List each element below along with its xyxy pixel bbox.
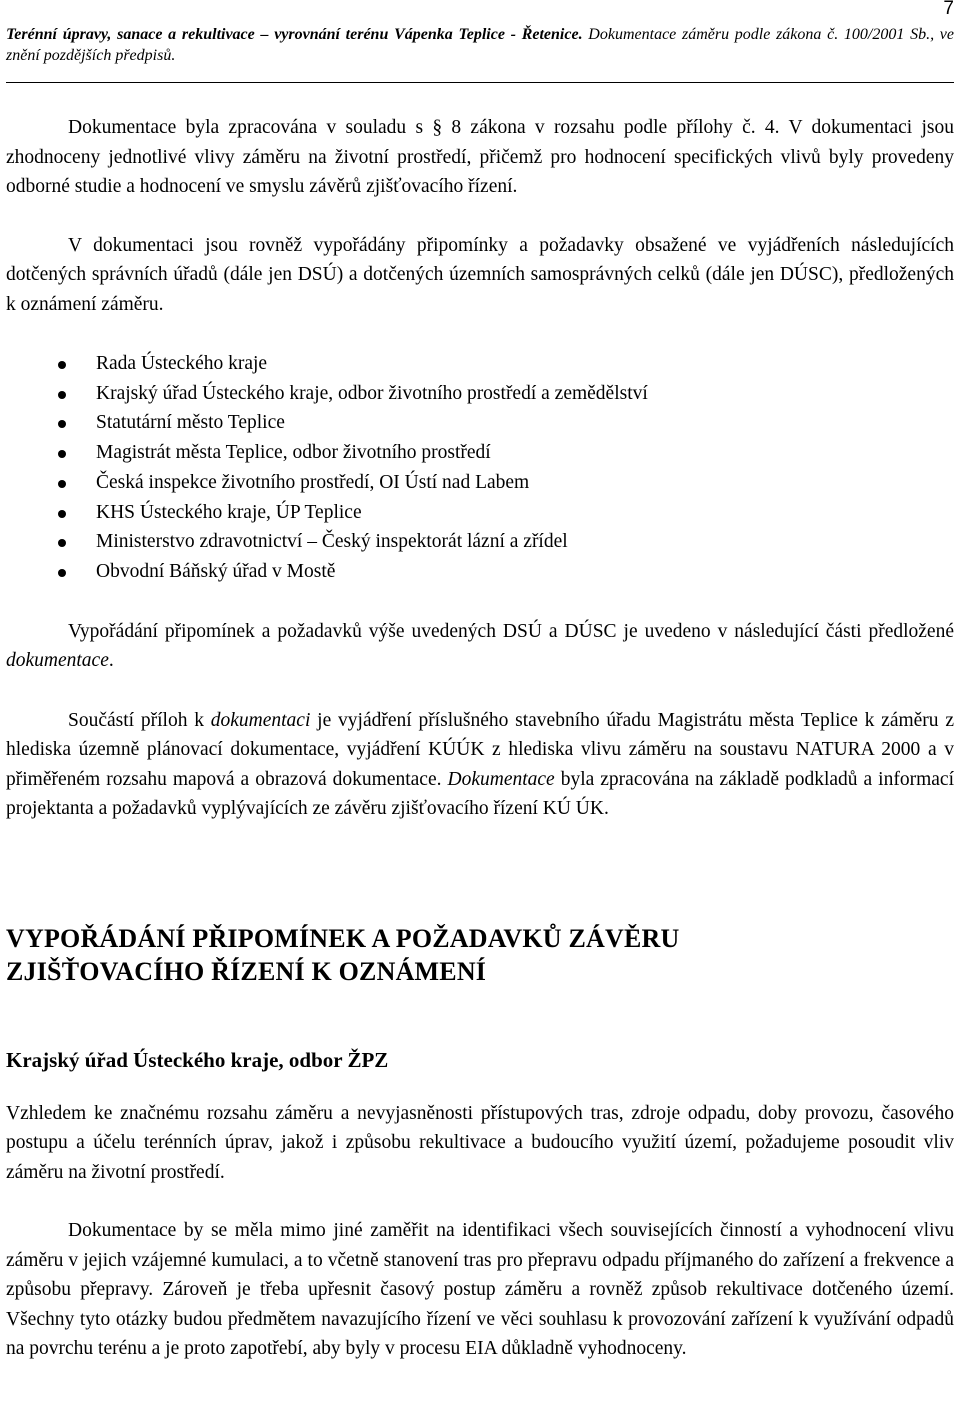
list-item [6, 527, 954, 557]
bullet-icon [58, 391, 66, 399]
bullet-icon [58, 510, 66, 518]
paragraph-attachments [6, 706, 954, 824]
paragraph-intro: Dokumentace byla zpracována v souladu s § 8 zákona v rozsahu podle přílohy č. 4. V dokumentaci jsou zhodnoceny jednotlivé vlivy záměru na životní prostředí, přičemž pro hodnocení specifických vlivů byly provedeny odborné studie a hodnocení ve smyslu závěrů zjišťovacího řízení. [6, 117, 954, 197]
section-title-line: ZJIŠŤOVACÍHO ŘÍZENÍ K OZNÁMENÍ [6, 956, 487, 986]
list-item [6, 498, 954, 528]
bullet-icon [58, 420, 66, 428]
header-title: Terénní úpravy, sanace a rekultivace – vyrovnání terénu Vápenka Teplice - Řetenice. [6, 26, 583, 43]
paragraph-documentation-focus: Dokumentace by se měla mimo jiné zaměřit na identifikaci všech souvisejících činností a vyhodnocení vlivu záměru v jejich vzájemné kumulaci, a to včetně stanovení tras pro přepravu odpadu příjmaného do zařízení a frekvence a způsobu přepravy. Zároveň je třeba upřesnit časový postup záměru a rovněž způsob rekultivace dotčeného území. Všechny tyto otázky budou předmětem navazujícího řízení ve věci souhlasu k provozování zařízení k využívání odpadů na povrchu terénu a je proto zapotřebí, aby byly v procesu EIA důkladně vyhodnoceny. [6, 1220, 954, 1360]
list-item-label: Ministerstvo zdravotnictví – Český inspektorát lázní a zřídel [96, 531, 568, 553]
text-run-italic: dokumentaci [210, 709, 311, 731]
dsu-list [6, 349, 954, 587]
text-run: . [108, 650, 114, 672]
list-item-label: Krajský úřad Ústeckého kraje, odbor životního prostředí a zemědělství [96, 382, 648, 404]
bullet-icon [58, 569, 66, 577]
list-item-label: KHS Ústeckého kraje, ÚP Teplice [96, 501, 362, 523]
list-item [6, 468, 954, 498]
document-page [6, 0, 954, 1428]
text-run: Součástí příloh k [68, 709, 211, 731]
text-run: Vypořádání připomínek a požadavků výše uvedených DSÚ a DÚSC je uvedeno v následující části předložené [68, 620, 954, 642]
paragraph-request: Vzhledem ke značnému rozsahu záměru a nevyjasněnosti přístupových tras, zdroje odpadu, doby provozu, časového postupu a účelu terénních úprav, jakož i způsobu rekultivace a budoucího využití území, požadujeme posoudit vliv záměru na životní prostředí. [6, 1102, 954, 1183]
list-item [6, 557, 954, 587]
list-item-label: Statutární město Teplice [96, 412, 285, 434]
list-item-label: Magistrát města Teplice, odbor životního prostředí [96, 442, 491, 464]
header-subtitle: Dokumentace záměru podle zákona č. 100/2001 Sb., ve znění pozdějších předpisů. [6, 26, 955, 64]
section-title-line: VYPOŘÁDÁNÍ PŘIPOMÍNEK A POŽADAVKŮ ZÁVĚRU [6, 923, 680, 953]
list-item [6, 438, 954, 468]
text-run-italic: dokumentace [6, 650, 109, 672]
subsection-title: Krajský úřad Ústeckého kraje, odbor ŽPZ [6, 1047, 389, 1072]
text-run: byla zpracována na základě podkladů a informací projektanta a požadavků vyplývajících ze závěru zjišťovacího řízení KÚ ÚK. [6, 768, 954, 820]
bullet-icon [58, 450, 66, 458]
bullet-icon [58, 539, 66, 547]
list-item [6, 379, 954, 409]
list-item [6, 408, 954, 438]
paragraph-dsu-intro: V dokumentaci jsou rovněž vypořádány připomínky a požadavky obsažené ve vyjádřeních následujících dotčených správních úřadů (dále jen DSÚ) a dotčených územních samosprávných celků (dále jen DÚSC), předložených k oznámení záměru. [6, 234, 954, 315]
list-item [6, 349, 954, 379]
document-body [6, 113, 954, 1364]
list-item-label: Obvodní Báňský úřad v Mostě [96, 560, 336, 582]
section-title [6, 922, 954, 988]
list-item-label: Rada Ústeckého kraje [96, 353, 268, 374]
page-number: 7 [943, 0, 954, 19]
bullet-icon [58, 480, 66, 488]
list-item-label: Česká inspekce životního prostředí, OI Ústí nad Labem [96, 471, 530, 493]
running-header [6, 24, 954, 66]
header-divider [6, 82, 954, 83]
bullet-icon [58, 361, 66, 369]
paragraph-settlement-note [6, 617, 954, 676]
text-run: je vyjádření příslušného stavebního úřadu Magistrátu města Teplice k záměru z hlediska územně plánovací dokumentace, vyjádření KÚÚK z hlediska vlivu záměru na soustavu NATURA 2000 a v přiměřeném rozsahu mapová a obrazová dokumentace. [6, 709, 954, 790]
text-run-italic: Dokumentace [447, 768, 555, 790]
